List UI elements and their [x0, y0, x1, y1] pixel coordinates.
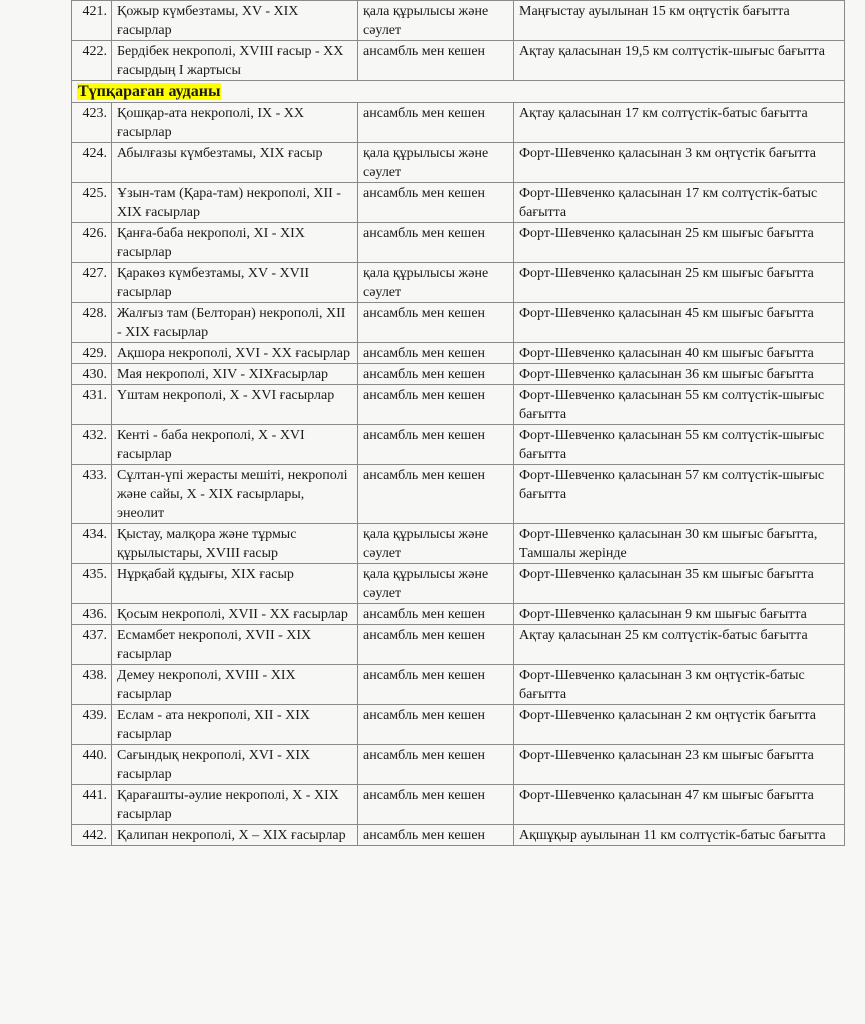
table-row	[72, 785, 845, 825]
monument-category: ансамбль мен кешен	[358, 103, 514, 143]
monument-name: Нұрқабай құдығы, XIX ғасыр	[112, 564, 358, 604]
monument-name: Қожыр күмбезтамы, XV - XIX ғасырлар	[112, 1, 358, 41]
monument-location: Форт-Шевченко қаласынан 9 км шығыс бағытта	[514, 604, 845, 625]
monument-name: Қалипан некрополі, X – XIX ғасырлар	[112, 825, 358, 846]
monument-location: Форт-Шевченко қаласынан 45 км шығыс бағытта	[514, 303, 845, 343]
table-row	[72, 625, 845, 665]
row-number: 429.	[72, 343, 112, 364]
monument-category: ансамбль мен кешен	[358, 223, 514, 263]
table-row	[72, 364, 845, 385]
monument-name: Қанға-баба некрополі, XI - XIX ғасырлар	[112, 223, 358, 263]
table-row	[72, 705, 845, 745]
table-row	[72, 564, 845, 604]
row-number: 427.	[72, 263, 112, 303]
monument-location: Форт-Шевченко қаласынан 3 км оңтүстік бағытта	[514, 143, 845, 183]
table-row	[72, 524, 845, 564]
section-header-body	[72, 81, 845, 103]
row-number: 423.	[72, 103, 112, 143]
monument-name: Ұзын-там (Қара-там) некрополі, XII - XIX ғасырлар	[112, 183, 358, 223]
table-body-before-section	[72, 1, 845, 81]
monument-location: Форт-Шевченко қаласынан 30 км шығыс бағытта, Тамшалы жерінде	[514, 524, 845, 564]
monument-name: Қарағашты-әулие некрополі, X - XIX ғасырлар	[112, 785, 358, 825]
table-row	[72, 665, 845, 705]
monument-category: ансамбль мен кешен	[358, 745, 514, 785]
monument-name: Мая некрополі, XIV - XIXғасырлар	[112, 364, 358, 385]
table-row	[72, 604, 845, 625]
monument-category: қала құрылысы және сәулет	[358, 524, 514, 564]
row-number: 422.	[72, 41, 112, 81]
monument-category: ансамбль мен кешен	[358, 625, 514, 665]
monument-name: Жалғыз там (Белторан) некрополі, XII - XIX ғасырлар	[112, 303, 358, 343]
monument-location: Форт-Шевченко қаласынан 47 км шығыс бағытта	[514, 785, 845, 825]
monument-category: қала құрылысы және сәулет	[358, 1, 514, 41]
monument-category: ансамбль мен кешен	[358, 705, 514, 745]
row-number: 424.	[72, 143, 112, 183]
monument-location: Форт-Шевченко қаласынан 40 км шығыс бағытта	[514, 343, 845, 364]
row-number: 440.	[72, 745, 112, 785]
monument-category: ансамбль мен кешен	[358, 343, 514, 364]
monument-location: Форт-Шевченко қаласынан 23 км шығыс бағытта	[514, 745, 845, 785]
monument-location: Форт-Шевченко қаласынан 35 км шығыс бағытта	[514, 564, 845, 604]
monument-name: Қосым некрополі, XVII - XX ғасырлар	[112, 604, 358, 625]
table-row	[72, 143, 845, 183]
table-row	[72, 425, 845, 465]
monument-name: Ақшора некрополі, XVI - XX ғасырлар	[112, 343, 358, 364]
monuments-table	[71, 0, 845, 846]
monument-name: Сағындық некрополі, XVI - XIX ғасырлар	[112, 745, 358, 785]
monument-location: Форт-Шевченко қаласынан 57 км солтүстік-шығыс бағытта	[514, 465, 845, 524]
monument-name: Қыстау, малқора және тұрмыс құрылыстары, XVIII ғасыр	[112, 524, 358, 564]
row-number: 428.	[72, 303, 112, 343]
section-header-cell	[72, 81, 845, 103]
monument-name: Бердібек некрополі, XVIII ғасыр - XX ғасырдың І жартысы	[112, 41, 358, 81]
monument-category: ансамбль мен кешен	[358, 604, 514, 625]
monument-name: Демеу некрополі, XVIII - XIX ғасырлар	[112, 665, 358, 705]
table-body-after-section	[72, 103, 845, 846]
monument-category: ансамбль мен кешен	[358, 303, 514, 343]
monument-location: Форт-Шевченко қаласынан 2 км оңтүстік бағытта	[514, 705, 845, 745]
table-row	[72, 343, 845, 364]
section-header-row	[72, 81, 845, 103]
table-row	[72, 41, 845, 81]
table-row	[72, 825, 845, 846]
district-title: Түпқараған ауданы	[78, 83, 221, 100]
monument-name: Қаракөз күмбезтамы, XV - XVII ғасырлар	[112, 263, 358, 303]
monument-location: Форт-Шевченко қаласынан 25 км шығыс бағытта	[514, 223, 845, 263]
table-row	[72, 465, 845, 524]
monument-location: Форт-Шевченко қаласынан 36 км шығыс бағытта	[514, 364, 845, 385]
table-row	[72, 385, 845, 425]
monument-location: Ақтау қаласынан 17 км солтүстік-батыс бағытта	[514, 103, 845, 143]
row-number: 435.	[72, 564, 112, 604]
monument-location: Маңғыстау ауылынан 15 км оңтүстік бағытта	[514, 1, 845, 41]
row-number: 436.	[72, 604, 112, 625]
monument-location: Ақшұқыр ауылынан 11 км солтүстік-батыс бағытта	[514, 825, 845, 846]
monument-location: Форт-Шевченко қаласынан 55 км солтүстік-шығыс бағытта	[514, 385, 845, 425]
monument-category: ансамбль мен кешен	[358, 825, 514, 846]
monument-location: Форт-Шевченко қаласынан 25 км шығыс бағытта	[514, 263, 845, 303]
row-number: 442.	[72, 825, 112, 846]
table-row	[72, 263, 845, 303]
table-row	[72, 1, 845, 41]
monument-category: ансамбль мен кешен	[358, 364, 514, 385]
row-number: 432.	[72, 425, 112, 465]
row-number: 434.	[72, 524, 112, 564]
monument-location: Ақтау қаласынан 19,5 км солтүстік-шығыс бағытта	[514, 41, 845, 81]
row-number: 433.	[72, 465, 112, 524]
row-number: 426.	[72, 223, 112, 263]
monument-location: Ақтау қаласынан 25 км солтүстік-батыс бағытта	[514, 625, 845, 665]
monument-category: қала құрылысы және сәулет	[358, 564, 514, 604]
monument-category: ансамбль мен кешен	[358, 785, 514, 825]
table-row	[72, 103, 845, 143]
table-row	[72, 745, 845, 785]
monument-location: Форт-Шевченко қаласынан 3 км оңтүстік-батыс бағытта	[514, 665, 845, 705]
monument-location: Форт-Шевченко қаласынан 17 км солтүстік-батыс бағытта	[514, 183, 845, 223]
row-number: 439.	[72, 705, 112, 745]
table-row	[72, 223, 845, 263]
table-row	[72, 303, 845, 343]
monument-location: Форт-Шевченко қаласынан 55 км солтүстік-шығыс бағытта	[514, 425, 845, 465]
row-number: 421.	[72, 1, 112, 41]
row-number: 441.	[72, 785, 112, 825]
monument-category: ансамбль мен кешен	[358, 465, 514, 524]
monument-name: Кенті - баба некрополі, X - XVI ғасырлар	[112, 425, 358, 465]
monument-name: Үштам некрополі, X - XVI ғасырлар	[112, 385, 358, 425]
monument-category: ансамбль мен кешен	[358, 41, 514, 81]
table-row	[72, 183, 845, 223]
monument-category: ансамбль мен кешен	[358, 665, 514, 705]
monument-category: қала құрылысы және сәулет	[358, 143, 514, 183]
row-number: 431.	[72, 385, 112, 425]
row-number: 425.	[72, 183, 112, 223]
monument-category: ансамбль мен кешен	[358, 425, 514, 465]
monument-category: ансамбль мен кешен	[358, 385, 514, 425]
monument-name: Қошқар-ата некрополі, IX - XX ғасырлар	[112, 103, 358, 143]
monument-name: Еслам - ата некрополі, XII - XIX ғасырлар	[112, 705, 358, 745]
monument-name: Абылғазы күмбезтамы, XIX ғасыр	[112, 143, 358, 183]
row-number: 438.	[72, 665, 112, 705]
monument-category: қала құрылысы және сәулет	[358, 263, 514, 303]
monument-name: Сұлтан-үпі жерасты мешіті, некрополі және сайы, X - XIX ғасырлары, энеолит	[112, 465, 358, 524]
monument-name: Есмамбет некрополі, XVII - XIX ғасырлар	[112, 625, 358, 665]
row-number: 430.	[72, 364, 112, 385]
row-number: 437.	[72, 625, 112, 665]
monument-category: ансамбль мен кешен	[358, 183, 514, 223]
